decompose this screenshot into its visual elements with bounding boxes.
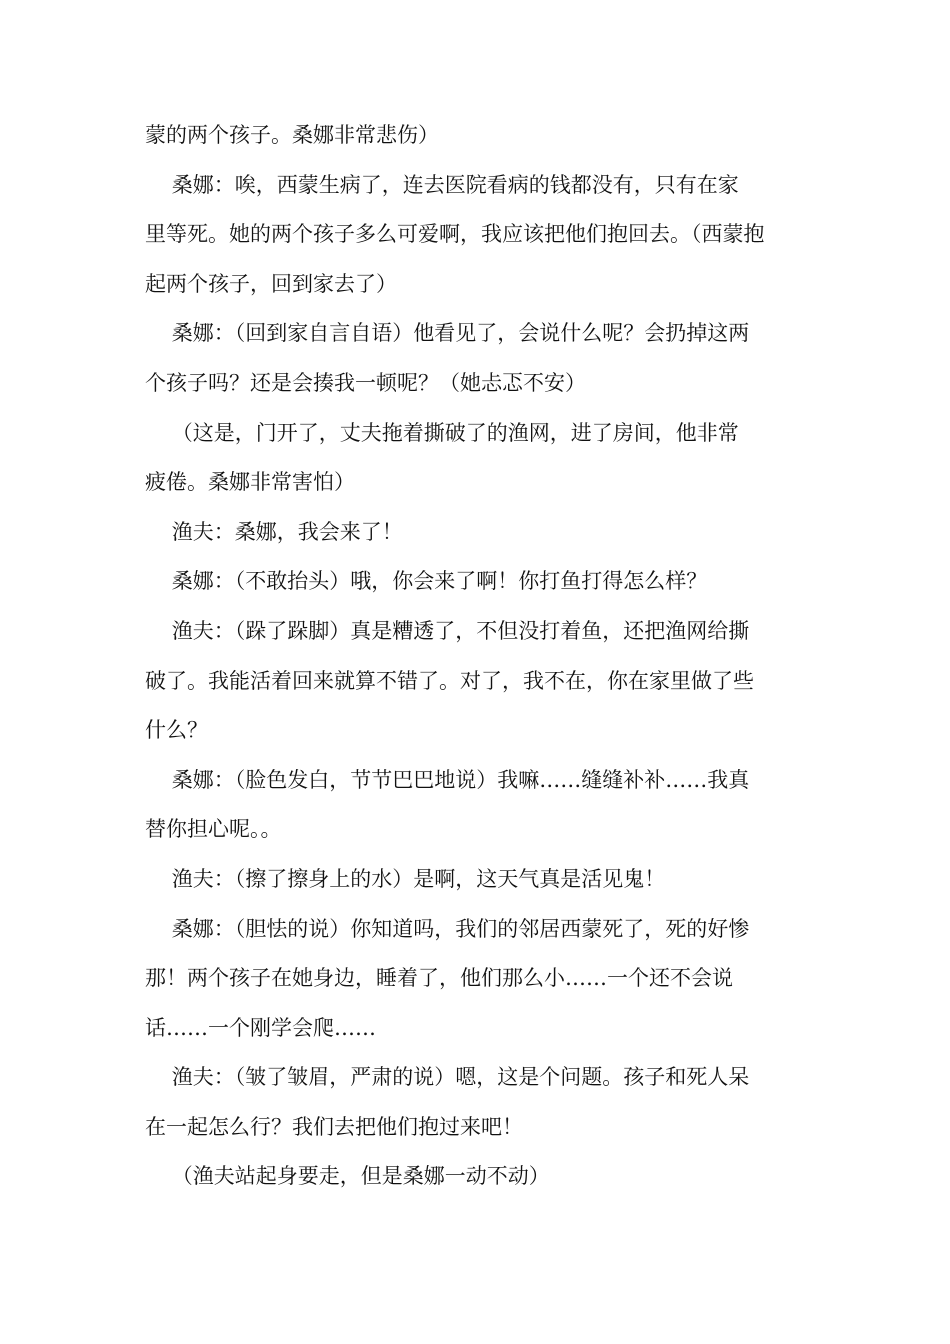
text-line: 那！两个孩子在她身边，睡着了，他们那么小……一个还不会说 [145,966,733,991]
text-line: 个孩子吗？还是会揍我一顿呢？（她忐忑不安） [145,370,586,395]
text-line: 替你担心呢。。 [145,817,282,842]
text-line: 在一起怎么行？我们去把他们抱过来吧！ [145,1114,523,1139]
text-line: 渔夫：（跺了跺脚）真是糟透了，不但没打着鱼，还把渔网给撕 [145,618,750,643]
text-line: 里等死。她的两个孩子多么可爱啊，我应该把他们抱回去。（西蒙抱 [145,222,765,247]
text-line: 破了。我能活着回来就算不错了。对了，我不在，你在家里做了些 [145,668,754,693]
text-line: 什么？ [145,718,208,743]
text-line: 话……一个刚学会爬…… [145,1015,376,1040]
text-line: 桑娜：唉，西蒙生病了，连去医院看病的钱都没有，只有在家 [145,172,739,197]
text-line: 蒙的两个孩子。桑娜非常悲伤） [145,123,439,147]
text-line: 桑娜：（回到家自言自语）他看见了，会说什么呢？会扔掉这两 [145,321,750,346]
text-line: 渔夫：（皱了皱眉，严肃的说）嗯，这是个问题。孩子和死人呆 [145,1065,750,1090]
document-body [145,111,810,1202]
text-line: （渔夫站起身要走，但是桑娜一动不动） [145,1164,550,1189]
text-line: （这是，门开了，丈夫拖着撕破了的渔网，进了房间，他非常 [145,420,739,445]
text-line: 桑娜：（胆怯的说）你知道吗，我们的邻居西蒙死了，死的好惨 [145,916,750,941]
text-line: 桑娜：（脸色发白，节节巴巴地说）我嘛……缝缝补补……我真 [145,767,750,792]
text-line: 起两个孩子，回到家去了） [145,271,397,296]
text-line: 疲倦。桑娜非常害怕） [145,470,355,495]
text-line: 渔夫：桑娜，我会来了！ [145,519,403,544]
text-line: 桑娜：（不敢抬头）哦，你会来了啊！你打鱼打得怎么样？ [145,569,708,594]
text-line: 渔夫：（擦了擦身上的水）是啊，这天气真是活见鬼！ [145,866,666,891]
